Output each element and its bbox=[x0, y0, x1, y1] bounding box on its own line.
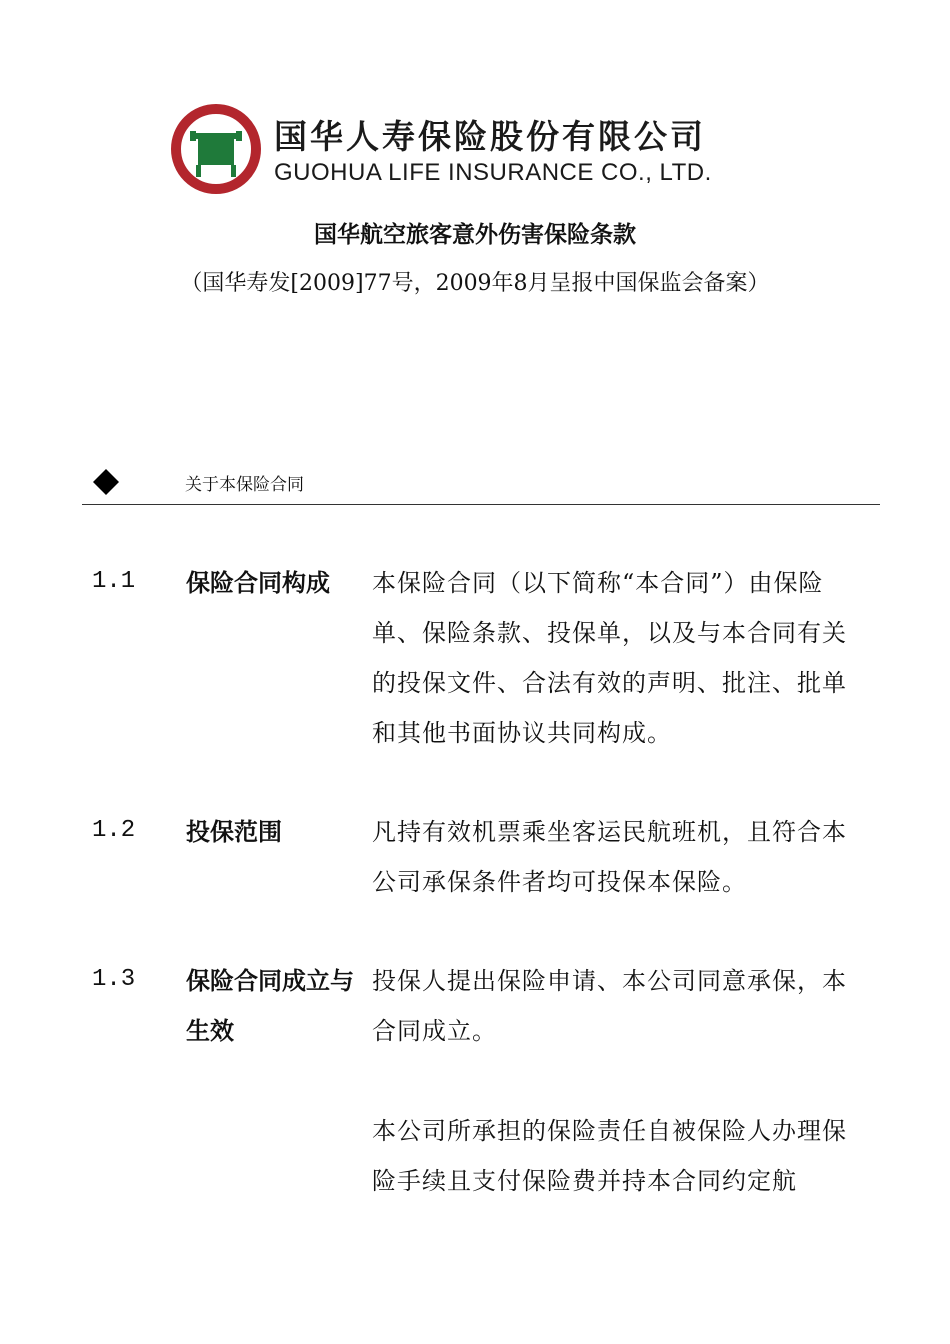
clause-title: 投保范围 bbox=[186, 818, 282, 846]
clause-body bbox=[372, 558, 864, 758]
section-divider bbox=[82, 504, 880, 505]
document-subtitle: （国华寿发[2009]77号，2009年8月呈报中国保监会备案） bbox=[180, 271, 770, 296]
company-name-en: GUOHUA LIFE INSURANCE CO., LTD. bbox=[274, 159, 712, 186]
company-logo bbox=[170, 103, 790, 198]
document-title: 国华航空旅客意外伤害保险条款 bbox=[314, 222, 636, 248]
clause-title: 保险合同构成 bbox=[186, 569, 330, 597]
section-heading: 关于本保险合同 bbox=[185, 475, 304, 495]
clause-paragraph: 凡持有效机票乘坐客运民航班机，且符合本公司承保条件者均可投保本保险。 bbox=[372, 818, 847, 896]
clause-paragraph: 投保人提出保险申请、本公司同意承保，本合同成立。 bbox=[372, 967, 847, 1045]
clause-number: 1.3 bbox=[92, 966, 136, 993]
clause-body bbox=[372, 956, 864, 1206]
clause-number: 1.1 bbox=[92, 568, 136, 595]
company-name-cn: 国华人寿保险股份有限公司 bbox=[274, 117, 706, 156]
diamond-icon bbox=[92, 468, 120, 496]
clause-title: 保险合同成立与生效 bbox=[186, 967, 354, 1045]
clause-number: 1.2 bbox=[92, 817, 136, 844]
clause-paragraph: 本公司所承担的保险责任自被保险人办理保险手续且支付保险费并持本合同约定航 bbox=[372, 1117, 847, 1195]
guohua-emblem-icon bbox=[170, 103, 262, 195]
clause-paragraph: 本保险合同（以下简称“本合同”）由保险单、保险条款、投保单，以及与本合同有关的投保文件、合法有效的声明、批注、批单和其他书面协议共同构成。 bbox=[372, 569, 847, 747]
clause-body bbox=[372, 807, 864, 907]
